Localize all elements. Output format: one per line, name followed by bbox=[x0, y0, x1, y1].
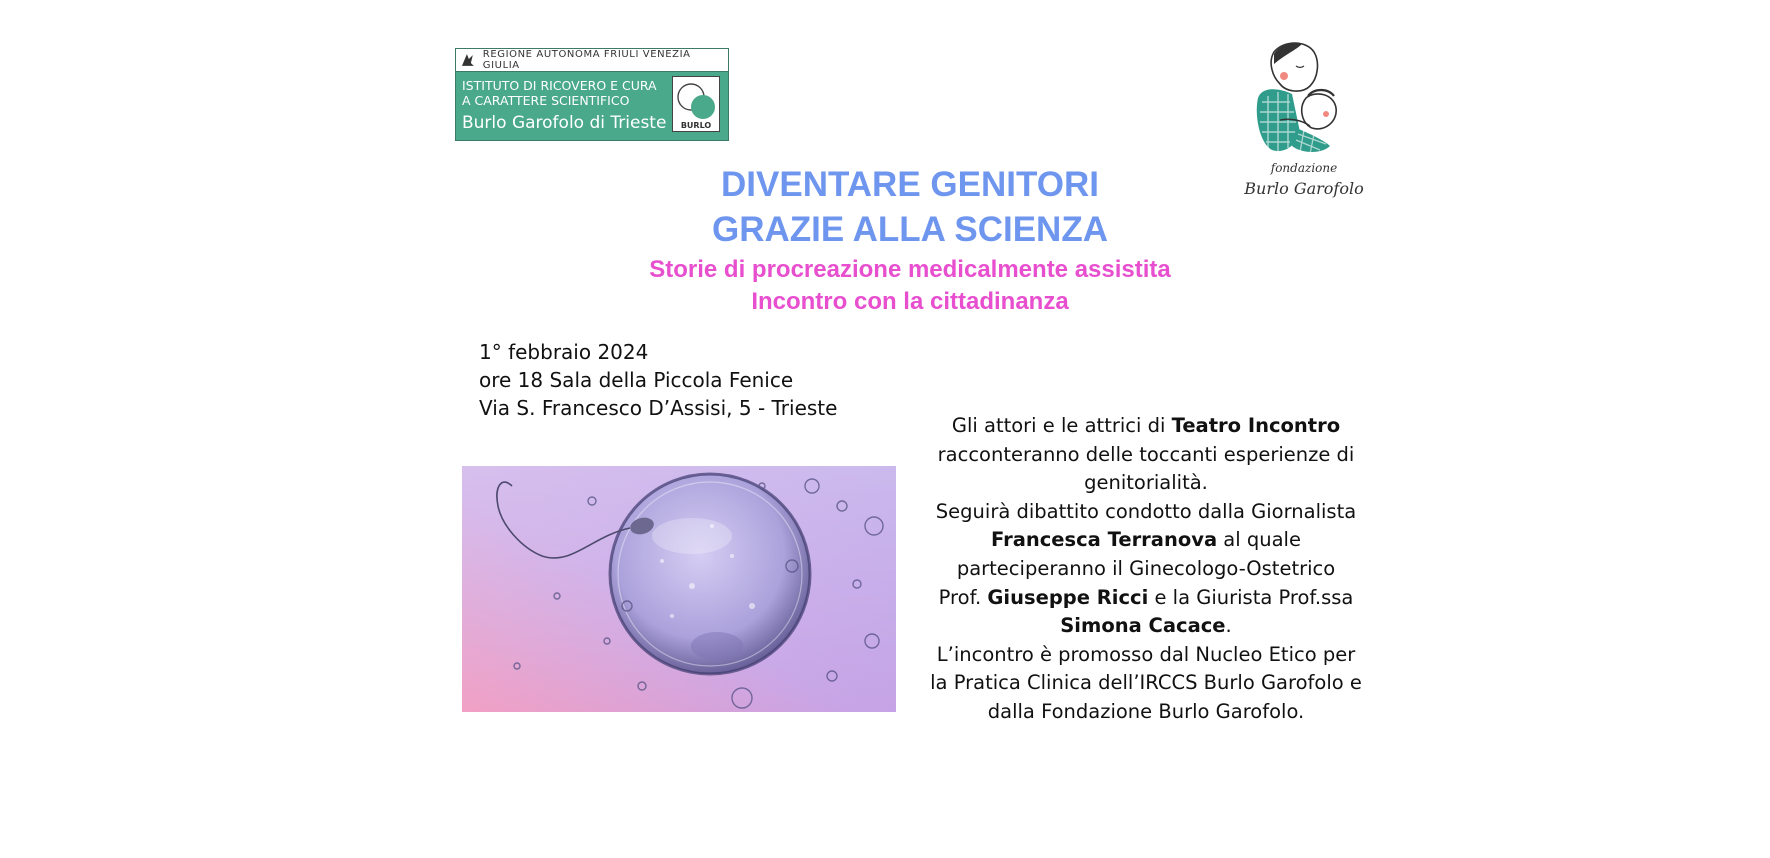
description-line bbox=[921, 526, 1371, 555]
foundation-line1: fondazione bbox=[1270, 161, 1338, 175]
institute-body bbox=[456, 72, 728, 140]
institute-name: Burlo Garofolo di Trieste bbox=[462, 113, 667, 133]
institute-line2: A CARATTERE SCIENTIFICO bbox=[462, 93, 630, 108]
institute-line1: ISTITUTO DI RICOVERO E CURA bbox=[462, 78, 657, 93]
gynecologist-name: Giuseppe Ricci bbox=[987, 585, 1149, 609]
theater-company-name: Teatro Incontro bbox=[1171, 414, 1341, 437]
burlo-circles-icon bbox=[673, 77, 719, 131]
region-seal-icon bbox=[459, 51, 477, 69]
main-title-line1: DIVENTARE GENITORI bbox=[721, 165, 1099, 204]
journalist-name: Francesca Terranova bbox=[991, 528, 1218, 552]
description-line bbox=[921, 412, 1371, 441]
description-line: parteciperanno il Ginecologo-Ostetrico bbox=[956, 556, 1336, 580]
description-text: Gli attori e le attrici di bbox=[951, 414, 1172, 437]
description-line: la Pratica Clinica dell’IRCCS Burlo Garofolo e bbox=[930, 671, 1362, 695]
description-text: al quale bbox=[1217, 528, 1301, 552]
region-banner bbox=[456, 49, 728, 72]
event-info bbox=[479, 338, 837, 422]
burlo-badge bbox=[672, 76, 720, 132]
description-line bbox=[921, 612, 1371, 641]
description-text: Prof. bbox=[938, 585, 988, 609]
foundation-line2: Burlo Garofolo bbox=[1244, 179, 1364, 198]
region-name: REGIONE AUTONOMA FRIULI VENEZIA GIULIA bbox=[482, 49, 691, 71]
event-time-place: ore 18 Sala della Piccola Fenice bbox=[479, 368, 794, 392]
ivf-illustration-image bbox=[462, 466, 896, 712]
description-text: e la Giurista Prof.ssa bbox=[1148, 585, 1354, 609]
jurist-name: Simona Cacace bbox=[1060, 614, 1226, 638]
description-line: dalla Fondazione Burlo Garofolo. bbox=[987, 699, 1305, 723]
description-line bbox=[921, 584, 1371, 613]
description-line: Seguirà dibattito condotto dalla Giornalista bbox=[935, 499, 1357, 523]
event-date: 1° febbraio 2024 bbox=[479, 340, 649, 364]
institute-logo bbox=[455, 48, 729, 141]
description-text: . bbox=[1225, 614, 1232, 638]
subtitle-line1: Storie di procreazione medicalmente assistita bbox=[649, 256, 1171, 283]
main-title-line2: GRAZIE ALLA SCIENZA bbox=[711, 210, 1108, 249]
description-line: racconteranno delle toccanti esperienze di bbox=[937, 442, 1355, 466]
description-line: L’incontro è promosso dal Nucleo Etico per bbox=[936, 642, 1356, 666]
burlo-badge-label: BURLO bbox=[680, 121, 712, 130]
description-line: genitorialità. bbox=[1084, 471, 1208, 495]
event-description bbox=[921, 412, 1371, 727]
subtitle-line2: Incontro con la cittadinanza bbox=[751, 288, 1069, 315]
event-address: Via S. Francesco D’Assisi, 5 - Trieste bbox=[479, 396, 838, 420]
